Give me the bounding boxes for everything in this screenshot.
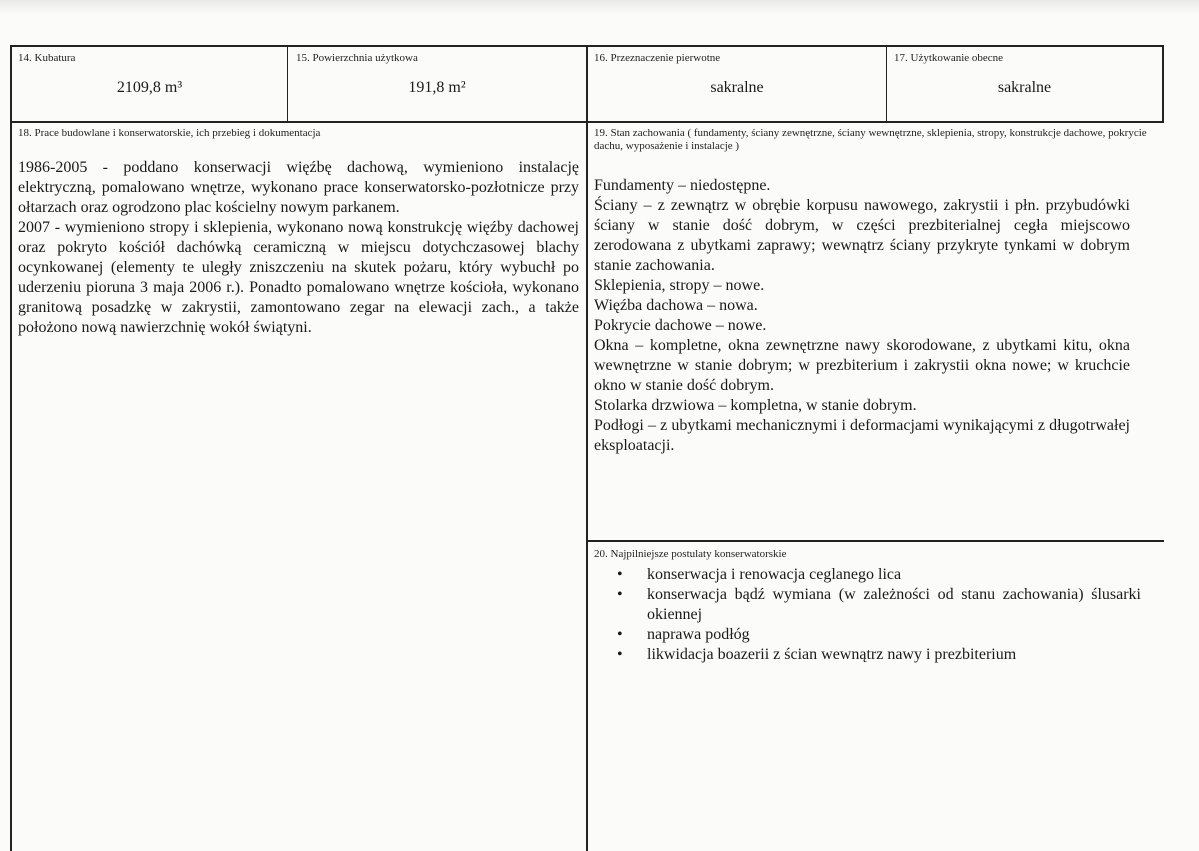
bullet-icon: • <box>617 566 623 583</box>
postulaty-list <box>617 565 1141 665</box>
field-label: 15. Powierzchnia użytkowa <box>296 52 418 64</box>
column-divider-center <box>586 45 588 851</box>
section-label: 18. Prace budowlane i konserwatorskie, ich przebieg i dokumentacja <box>18 127 321 139</box>
list-item-text: likwidacja boazerii z ścian wewnątrz nawy i prezbiterium <box>647 646 1017 663</box>
list-item <box>617 625 1141 645</box>
table-right-border <box>1162 45 1164 123</box>
paragraph: Sklepienia, stropy – nowe. <box>594 277 765 294</box>
paragraph: Podłogi – z ubytkami mechanicznymi i deformacjami wynikającymi z długotrwałej eksploatacji. <box>594 417 1130 454</box>
list-item-text: konserwacja bądź wymiana (w zależności od stanu zachowania) ślusarki okiennej <box>647 586 1141 623</box>
field-value: 2109,8 m³ <box>116 79 183 96</box>
paragraph: Stolarka drzwiowa – kompletna, w stanie dobrym. <box>594 397 917 414</box>
section-label: 20. Najpilniejsze postulaty konserwatorskie <box>594 548 787 560</box>
list-item <box>617 565 1141 585</box>
paragraph: Więźba dachowa – nowa. <box>594 297 758 314</box>
list-item <box>617 645 1141 665</box>
field-label: 17. Użytkowanie obecne <box>894 52 1004 64</box>
paragraph: 1986-2005 - poddano konserwacji więźbę dachową, wymieniono instalację elektryczną, pomalowano wnętrze, wykonano prace konserwatorsko-pozłotnicze przy ołtarzach oraz ogrodzono plac kościelny nowym parkanem. <box>18 159 579 216</box>
paragraph: Fundamenty – niedostępne. <box>594 177 771 194</box>
table-left-border <box>10 45 12 851</box>
field-value: sakralne <box>997 79 1052 96</box>
section-label: 19. Stan zachowania ( fundamenty, ściany zewnętrzne, ściany wewnętrzne, sklepienia, stropy, konstrukcje dachowe, pokrycie dachu, wyposażenie i instalacje ) <box>594 127 1147 152</box>
paragraph: Okna – kompletne, okna zewnętrzne nawy skorodowane, z ubytkami kitu, okna wewnętrzne w stanie dobrym; w prezbiterium i zakrystii okna nowe; w kruchcie okno w stanie dość dobrym. <box>594 337 1130 394</box>
list-item <box>617 585 1141 625</box>
field-label: 16. Przeznaczenie pierwotne <box>594 52 721 64</box>
paragraph: Pokrycie dachowe – nowe. <box>594 317 767 334</box>
section19-bottom-border <box>587 540 1164 542</box>
bullet-icon: • <box>617 646 623 663</box>
list-item-text: naprawa podłóg <box>647 626 750 643</box>
field-value: sakralne <box>710 79 764 96</box>
bullet-icon: • <box>617 626 623 643</box>
section-18-text <box>18 158 579 338</box>
list-item-text: konserwacja i renowacja ceglanego lica <box>647 566 902 583</box>
section-19-text <box>594 176 1130 456</box>
field-value: 191,8 m² <box>408 79 466 96</box>
scan-edge-shadow <box>0 0 1199 14</box>
paragraph: Ściany – z zewnątrz w obrębie korpusu nawowego, zakrystii i płn. przybudówki ściany w stanie dość dobrym, w części prezbiterialnej cegła miejscowo zerodowana z ubytkami zaprawy; wewnątrz ściany przykryte tynkami w dobrym stanie zachowania. <box>594 197 1130 274</box>
bullet-icon: • <box>617 586 623 603</box>
field-label: 14. Kubatura <box>18 52 76 64</box>
paragraph: 2007 - wymieniono stropy i sklepienia, wykonano nową konstrukcję więźby dachowej oraz pokryto kościół dachówką ceramiczną w miejscu dotychczasowej blachy ocynkowanej (elementy te uległy zniszczeniu na skutek pożaru, który wybuchł po uderzeniu pioruna 3 maja 2006 r.). Ponadto pomalowano wnętrze kościoła, wykonano granitową posadzkę w zakrystii, zamontowano zegar na elewacji zach., a także położono nową nawierzchnię wokół świątyni. <box>18 219 579 336</box>
